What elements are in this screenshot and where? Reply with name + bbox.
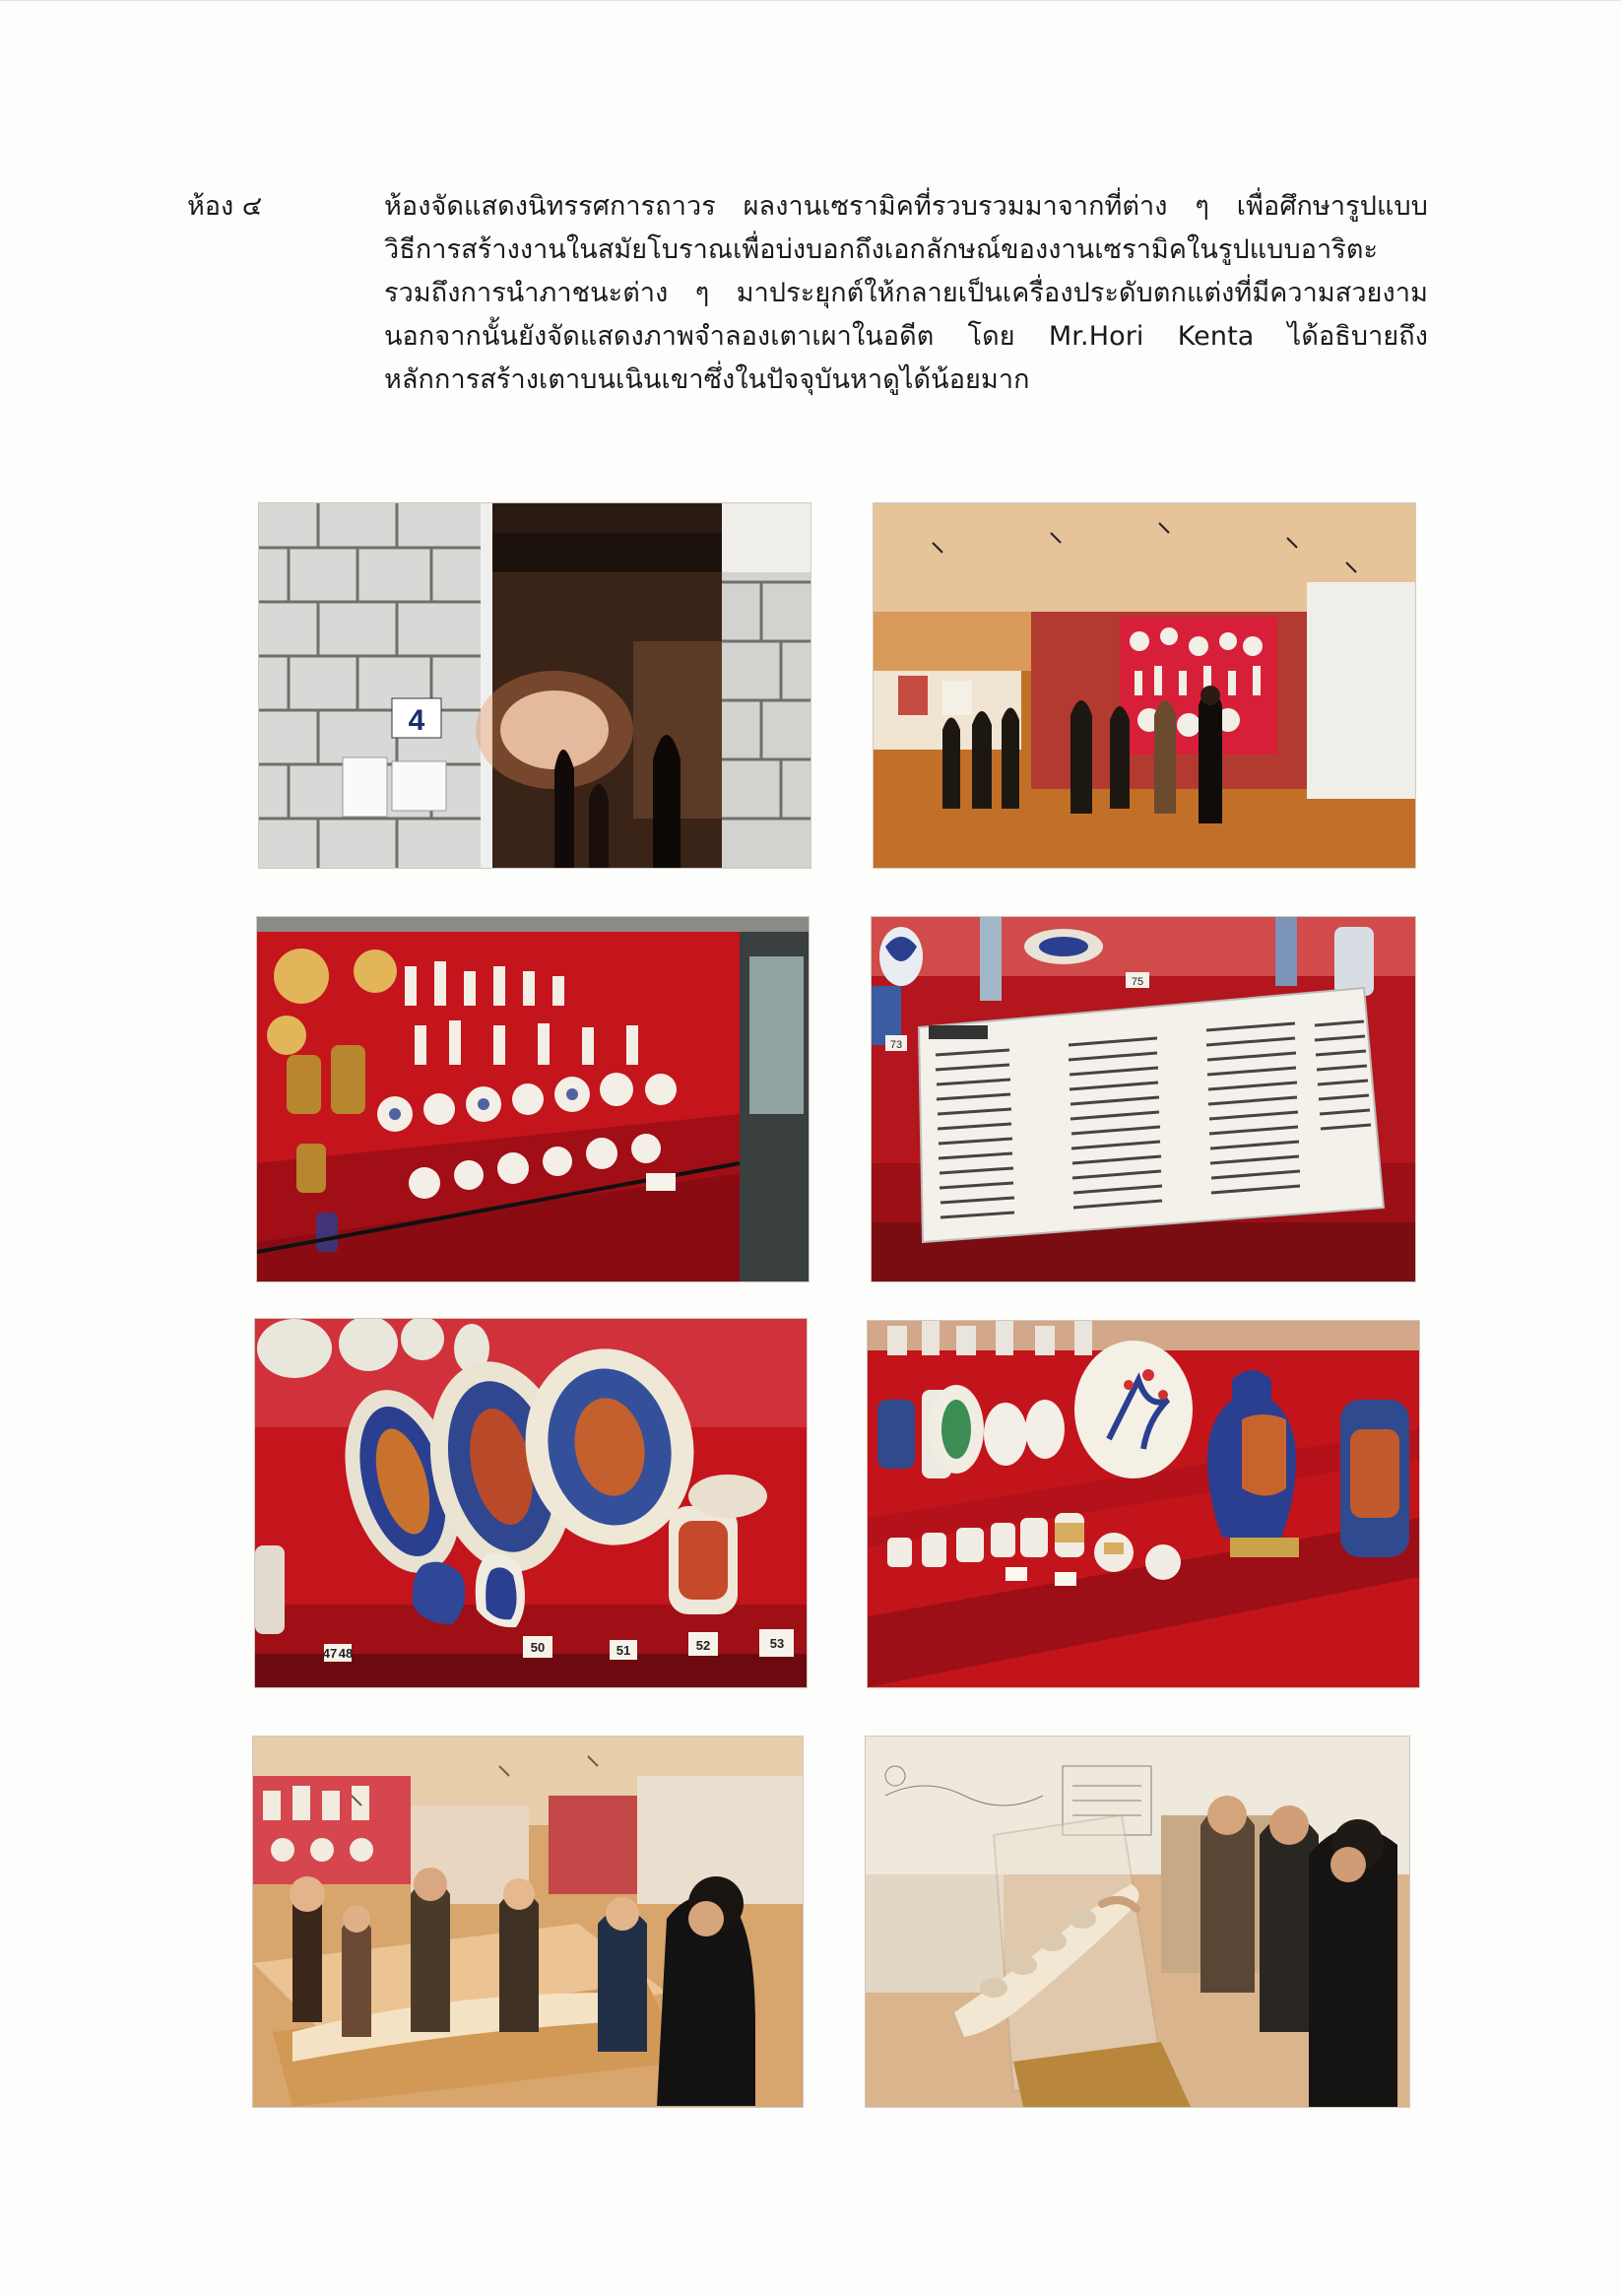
tag-label: 47	[322, 1646, 338, 1661]
paragraph-line: รวมถึงการนำภาชนะต่าง ๆ มาประยุกต์ให้กลายเป็นเครื่องประดับตกแต่งที่มีความสวยงาม	[384, 278, 1428, 308]
tag-label: 53	[769, 1636, 785, 1651]
panel-title	[929, 1025, 988, 1039]
photo-gallery-hall	[873, 502, 1416, 869]
room-label: ห้อง ๔	[187, 191, 263, 222]
tag-label: 75	[1131, 976, 1144, 988]
photo-imari-plates	[254, 1318, 808, 1688]
photo-display-case	[256, 916, 810, 1282]
paragraph-line: ห้องจัดแสดงนิทรรศการถาวร ผลงานเซรามิคที่รวบรวมมาจากที่ต่าง ๆ เพื่อศึกษารูปแบบ	[384, 191, 1428, 222]
photo-kiln-model-group	[252, 1736, 804, 2108]
photo-kiln-model-closeup	[865, 1736, 1410, 2108]
paragraph-line: นอกจากนั้นยังจัดแสดงภาพจำลองเตาเผาในอดีต โดย Mr.Hori Kenta ได้อธิบายถึง	[384, 321, 1428, 352]
tag-label: 51	[616, 1643, 631, 1658]
sign-number: 4	[408, 704, 425, 737]
paragraph-line: หลักการสร้างเตาบนเนินเขาซึ่งในปัจจุบันหาดูได้น้อยมาก	[384, 364, 1030, 395]
tag-label: 50	[530, 1640, 546, 1655]
photo-entrance	[258, 502, 811, 869]
photo-info-panel	[871, 916, 1416, 1282]
photo-vases-and-plates	[867, 1320, 1420, 1688]
tag-label: 52	[695, 1638, 711, 1653]
tag-label: 48	[338, 1646, 354, 1661]
tag-label: 73	[889, 1039, 903, 1051]
paragraph-line: วิธีการสร้างงานในสมัยโบราณเพื่อบ่งบอกถึงเอกลักษณ์ของงานเซรามิคในรูปแบบอาริตะ	[384, 234, 1379, 265]
